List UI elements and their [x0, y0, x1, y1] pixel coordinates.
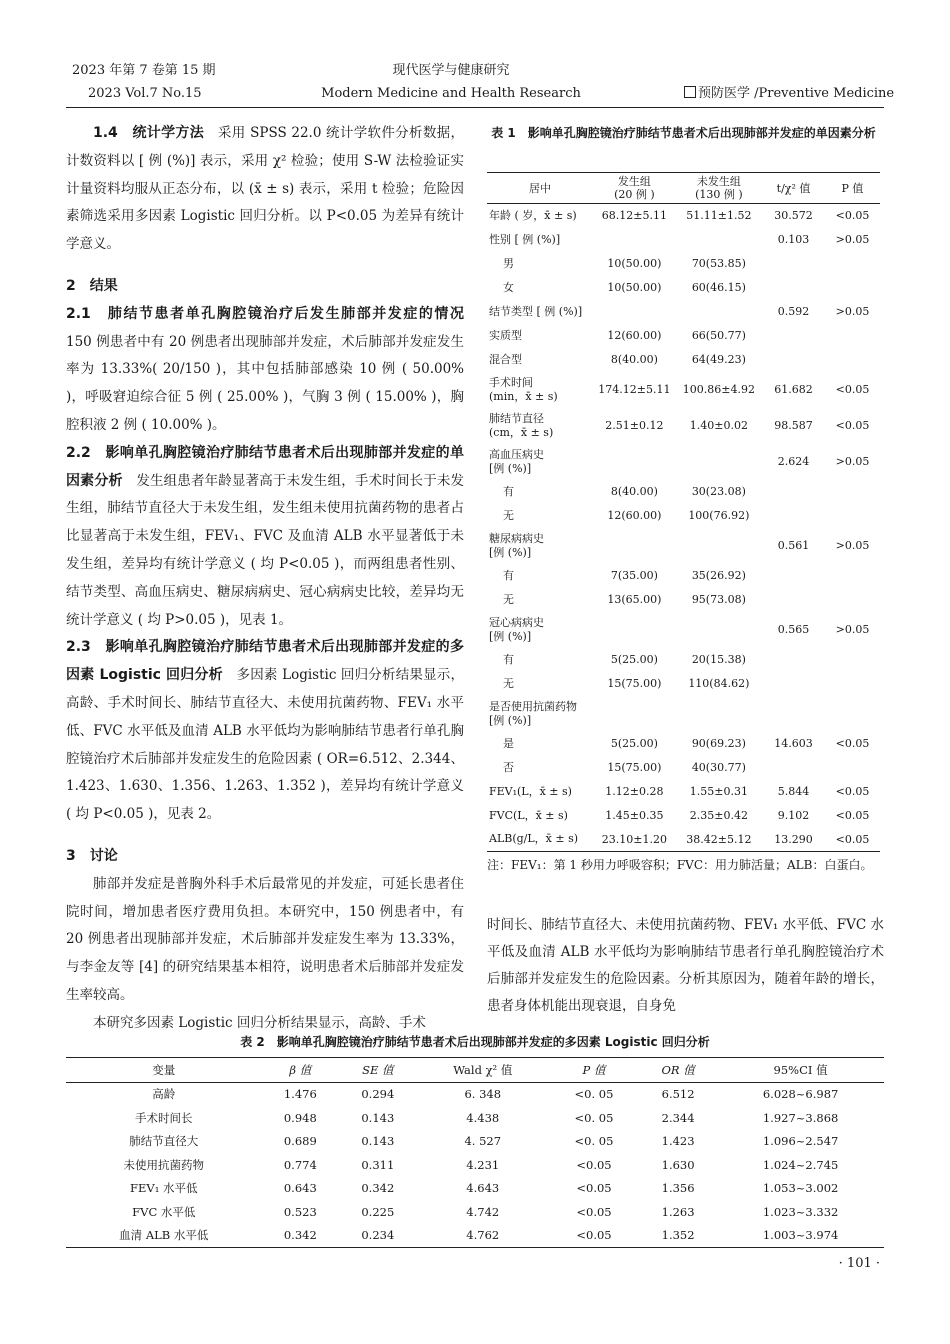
table1-cell	[676, 612, 762, 648]
table1-cell: 有	[503, 652, 514, 666]
table1-cell: <0.05	[835, 809, 870, 822]
table1-row	[487, 276, 880, 300]
table2-cell: <0.05	[576, 1157, 612, 1172]
table1-cell: 糖尿病病史 [例 (%)]	[489, 531, 544, 559]
table1-cell	[676, 444, 762, 480]
issue-en: 2023 Vol.7 No.15	[88, 86, 202, 101]
table2-cell: 未使用抗菌药物	[123, 1157, 205, 1172]
table1-cell: 15(75.00)	[607, 677, 662, 690]
table1-cell: >0.05	[835, 305, 870, 318]
table1-cell	[762, 756, 825, 780]
discussion-paragraph-2: 本研究多因素 Logistic 回归分析结果显示，高龄、手术	[93, 1014, 426, 1031]
table2-cell: 0.143	[361, 1110, 395, 1125]
table1-cell	[676, 528, 762, 564]
table1-cell: 30(23.08)	[691, 485, 746, 498]
table1-cell	[676, 696, 762, 732]
table1-cell: 结节类型 [ 例 (%)]	[489, 304, 583, 318]
table2-caption: 表 2 影响单孔胸腔镜治疗肺结节患者术后出现肺部并发症的多因素 Logistic 回归分析	[240, 1035, 710, 1049]
table2-cell: <0.05	[576, 1204, 612, 1219]
table1-cell: 2.624	[777, 455, 810, 468]
table1-cell	[762, 672, 825, 696]
table1-cell: ALB(g/L，x̄ ± s)	[489, 832, 579, 846]
table1-cell: 61.682	[774, 383, 813, 396]
table1-cell: 12(60.00)	[607, 509, 662, 522]
table1-cell: 14.603	[774, 737, 813, 750]
table1-cell: <0.05	[835, 383, 870, 396]
table1-row	[487, 504, 880, 528]
table1-cell	[825, 696, 880, 732]
table2-cell: 4.643	[466, 1181, 500, 1196]
section-2-3-text: 多因素 Logistic 回归分析结果显示，高龄、手术时间长、肺结节直径大、未使用抗菌药物、FEV₁ 水平低、FVC 水平低及血清 ALB 水平低均为影响肺结节患者行单孔胸腔镜治疗术后肺部并发症发生的危险因素 ( OR=6.512、2.344、1.423、1.630、1.356、1.263、1.352 )，差异均有统计学意义 ( 均 P<0.05 )，见表 2。	[66, 667, 464, 823]
table2-cell: 1.423	[661, 1134, 695, 1149]
table1-cell	[762, 564, 825, 588]
table2-cell: 1.263	[661, 1204, 695, 1219]
table1-cell	[593, 300, 676, 324]
table1-cell: >0.05	[835, 233, 870, 246]
table1-row	[487, 444, 880, 480]
table1-cell	[593, 612, 676, 648]
table1-cell: >0.05	[835, 539, 870, 552]
table1-cell	[825, 672, 880, 696]
table1-cell	[593, 444, 676, 480]
table2-cell: 0.774	[283, 1157, 317, 1172]
table1-row	[487, 372, 880, 408]
table1-cell: 70(53.85)	[691, 257, 746, 270]
table1-cell: 是	[503, 736, 514, 750]
table2-cell: FEV₁ 水平低	[130, 1181, 198, 1196]
table1-row	[487, 732, 880, 756]
table2-row	[66, 1224, 884, 1248]
table1-cell	[825, 648, 880, 672]
table2-cell: 0.234	[361, 1228, 395, 1243]
table1-cell: FEV₁(L，x̄ ± s)	[489, 784, 572, 798]
table1-cell: 冠心病病史 [例 (%)]	[489, 615, 544, 643]
table2-cell: 0.143	[361, 1134, 395, 1149]
table1-row	[487, 804, 880, 828]
table1-row	[487, 252, 880, 276]
table1-row	[487, 756, 880, 780]
table1-cell: 1.45±0.35	[605, 809, 664, 822]
table2-cell: 手术时间长	[135, 1110, 193, 1125]
table1-cell: 174.12±5.11	[598, 383, 671, 396]
table2-cell: 6. 348	[464, 1087, 502, 1102]
table1-row	[487, 204, 880, 228]
section-1-4-title: 1.4 统计学方法	[93, 125, 205, 141]
table2-cell: 血清 ALB 水平低	[119, 1228, 209, 1243]
table1-note: 注：FEV₁：第 1 秒用力呼吸容积；FVC：用力肺活量；ALB：白蛋白。	[487, 858, 873, 872]
table1-row	[487, 564, 880, 588]
table1-cell	[825, 252, 880, 276]
table1-row	[487, 648, 880, 672]
table1-cell: 0.592	[777, 305, 810, 318]
table2-cell: 1.053~3.002	[762, 1181, 839, 1196]
table1-cell: <0.05	[835, 209, 870, 223]
table1-cell: 0.103	[777, 233, 810, 246]
table1-cell: 无	[503, 676, 514, 690]
table1-cell: 1.12±0.28	[605, 785, 664, 798]
table1-cell: 66(50.77)	[691, 329, 746, 342]
table2-cell: 1.352	[661, 1228, 695, 1243]
table1-cell: 13(65.00)	[607, 593, 662, 606]
section-label	[684, 86, 894, 102]
table2-cell: 高龄	[152, 1087, 176, 1102]
section-2-1-text: 150 例患者中有 20 例患者出现肺部并发症，术后肺部并发症发生率为 13.33%( 20/150 )，其中包括肺部感染 10 例 ( 50.00% )，呼吸窘迫综合征 5 例 ( 25.00% )，气胸 3 例 ( 15.00% )，胸腔积液 2 例 ( 10.00% )。	[66, 333, 464, 433]
right-column-text: 时间长、肺结节直径大、未使用抗菌药物、FEV₁ 水平低、FVC 水平低及血清 ALB 水平低均为影响肺结节患者行单孔胸腔镜治疗术后肺部并发症发生的危险因素。分析其原因为，随着年龄的增长，患者身体机能出现衰退，自身免	[487, 917, 884, 1014]
table2-cell: 肺结节直径大	[129, 1134, 199, 1149]
table2-cell: 4.438	[466, 1110, 500, 1125]
table1-cell: 8(40.00)	[610, 485, 658, 498]
table2-row	[66, 1153, 884, 1177]
table1-cell	[825, 504, 880, 528]
table1-row	[487, 780, 880, 804]
table1-cell: 35(26.92)	[691, 569, 746, 582]
table1-cell: <0.05	[835, 832, 870, 846]
table1-cell	[762, 480, 825, 504]
table1-cell: 38.42±5.12	[686, 832, 752, 846]
table1	[487, 172, 880, 852]
table1-cell: 0.565	[777, 623, 810, 636]
table1-row	[487, 828, 880, 852]
table2-cell: 6.512	[661, 1087, 695, 1102]
table1-header: t/χ² 值	[776, 181, 811, 195]
table1-cell: 男	[503, 256, 514, 270]
table1-cell	[825, 324, 880, 348]
table1-cell	[825, 756, 880, 780]
table1-cell: 100.86±4.92	[682, 383, 755, 396]
section-2-2-title: 2.2 影响单孔胸腔镜治疗肺结节患者术后出现肺部并发症的单因素分析	[66, 444, 464, 489]
header-rule	[66, 107, 884, 108]
table1-cell	[825, 480, 880, 504]
table2-cell: <0. 05	[574, 1110, 614, 1125]
table1-cell: 1.40±0.02	[689, 419, 748, 432]
table2-cell: 1.630	[661, 1157, 695, 1172]
table2-cell: 4.762	[466, 1228, 500, 1243]
table1-cell: 10(50.00)	[607, 257, 662, 270]
table1-header: P 值	[841, 181, 864, 195]
table2-cell: <0.05	[576, 1228, 612, 1243]
table2-row	[66, 1177, 884, 1201]
table1-cell: FVC(L，x̄ ± s)	[489, 808, 568, 822]
table2-header: β 值	[289, 1062, 312, 1077]
table2-cell: 0.523	[283, 1204, 317, 1219]
table1-cell: >0.05	[835, 455, 870, 468]
table1-cell: 年龄 ( 岁，x̄ ± s)	[489, 208, 577, 222]
table1-cell: 性别 [ 例 (%)]	[489, 232, 561, 246]
table2-cell: 1.096~2.547	[762, 1134, 839, 1149]
table1-row	[487, 672, 880, 696]
table2-header: OR 值	[661, 1062, 695, 1077]
table1-header: 未发生组 (130 例 )	[695, 175, 743, 201]
table1-cell: 手术时间 (min，x̄ ± s)	[489, 375, 558, 403]
table1-cell: 30.572	[774, 209, 813, 223]
table1-cell: 40(30.77)	[691, 761, 746, 774]
table1-cell: 64(49.23)	[691, 353, 746, 366]
table2-cell: 1.927~3.868	[762, 1110, 839, 1125]
table1-cell: 7(35.00)	[610, 569, 658, 582]
table2-row	[66, 1082, 884, 1106]
table1-row	[487, 480, 880, 504]
table2-header: Wald χ² 值	[453, 1062, 513, 1077]
left-column	[66, 120, 464, 1038]
table1-cell: 2.51±0.12	[605, 419, 664, 432]
table2	[66, 1057, 884, 1248]
table1-cell: 5(25.00)	[610, 737, 658, 750]
table2-cell: 0.643	[283, 1181, 317, 1196]
table1-header: 发生组 (20 例 )	[614, 175, 655, 201]
table1-row	[487, 300, 880, 324]
table2-header: P 值	[582, 1062, 606, 1077]
table2-header: 变量	[152, 1062, 176, 1077]
table1-cell: 肺结节直径 (cm，x̄ ± s)	[489, 411, 554, 439]
discussion-paragraph-1: 肺部并发症是普胸外科手术后最常见的并发症，可延长患者住院时间，增加患者医疗费用负担。本研究中，150 例患者中，有 20 例患者出现肺部并发症，术后肺部并发症发生率为 13.33%，与李金友等 [4] 的研究结果基本相符，说明患者术后肺部并发症发生率较高。	[66, 875, 464, 1003]
table2-cell: 4. 527	[464, 1134, 502, 1149]
section-3-title: 3 讨论	[66, 847, 118, 864]
table1-cell	[762, 588, 825, 612]
section-1-4-text: 采用 SPSS 22.0 统计学软件分析数据，计数资料以 [ 例 (%)] 表示，采用 χ² 检验；使用 S-W 法检验证实计量资料均服从正态分布，以 (x̄ ± s) 表示，采用 t 检验；危险因素筛选采用多因素 Logistic 回归分析。以 P<0.05 为差异有统计学意义。	[66, 125, 464, 253]
table1-row	[487, 348, 880, 372]
table2-cell: 1.476	[283, 1087, 317, 1102]
journal-name-en: Modern Medicine and Health Research	[321, 86, 581, 101]
table1-cell: 10(50.00)	[607, 281, 662, 294]
table1-cell: 实质型	[489, 328, 522, 342]
table1-cell: 15(75.00)	[607, 761, 662, 774]
table2-cell: 4.231	[466, 1157, 500, 1172]
table1-cell: <0.05	[835, 785, 870, 798]
table1-row	[487, 324, 880, 348]
table2-cell: 0.294	[361, 1087, 395, 1102]
table1-cell: 13.290	[774, 832, 813, 846]
table1-cell: 0.561	[777, 539, 810, 552]
table1-cell: 有	[503, 484, 514, 498]
table2-cell: <0.05	[576, 1181, 612, 1196]
table1-row	[487, 612, 880, 648]
table1-cell	[762, 348, 825, 372]
table1-cell: 98.587	[774, 419, 813, 432]
table2-cell: 4.742	[466, 1204, 500, 1219]
table1-cell	[593, 228, 676, 252]
section-2-1-title: 2.1 肺结节患者单孔胸腔镜治疗后发生肺部并发症的情况	[66, 305, 464, 322]
table1-cell: 混合型	[489, 352, 522, 366]
table1-cell: >0.05	[835, 623, 870, 636]
table1-header: 居中	[529, 181, 552, 195]
table1-caption: 表 1 影响单孔胸腔镜治疗肺结节患者术后出现肺部并发症的单因素分析	[491, 126, 876, 140]
table2-cell: 0.948	[283, 1110, 317, 1125]
table2-cell: 2.344	[661, 1110, 695, 1125]
table2-cell: 1.356	[661, 1181, 695, 1196]
table1-cell	[825, 348, 880, 372]
table1-cell: 5(25.00)	[610, 653, 658, 666]
table1-cell	[762, 276, 825, 300]
issue-cn: 2023 年第 7 卷第 15 期	[72, 63, 216, 78]
table1-cell: 110(84.62)	[688, 677, 750, 690]
table2-cell: 1.023~3.332	[762, 1204, 839, 1219]
table2-cell: 0.311	[361, 1157, 395, 1172]
table2-cell: <0. 05	[574, 1087, 614, 1102]
table1-cell: 23.10±1.20	[601, 832, 667, 846]
table1-cell	[762, 504, 825, 528]
table1-cell: 60(46.15)	[691, 281, 746, 294]
table1-cell: 1.55±0.31	[689, 785, 748, 798]
table1-row	[487, 228, 880, 252]
table1-cell: 无	[503, 592, 514, 606]
table1-cell: 否	[503, 760, 514, 774]
page-number: · 101 ·	[838, 1256, 880, 1271]
table1-row	[487, 696, 880, 732]
table1-cell: 有	[503, 568, 514, 582]
table2-cell: 0.342	[361, 1181, 395, 1196]
table1-cell: 8(40.00)	[610, 353, 658, 366]
table1-cell: 是否使用抗菌药物 [例 (%)]	[489, 699, 577, 727]
table1-cell: <0.05	[835, 737, 870, 750]
table1-cell: 90(69.23)	[691, 737, 746, 750]
table1-cell: 高血压病史 [例 (%)]	[489, 447, 544, 475]
table2-cell: 1.003~3.974	[762, 1228, 839, 1243]
table1-cell: 68.12±5.11	[601, 209, 667, 223]
table2-cell: FVC 水平低	[132, 1204, 196, 1219]
table1-cell	[593, 528, 676, 564]
table1-cell	[825, 276, 880, 300]
section-2-title: 2 结果	[66, 277, 118, 294]
table1-cell: 无	[503, 508, 514, 522]
table1-cell: 20(15.38)	[691, 653, 746, 666]
square-icon	[684, 86, 696, 98]
table1-cell: 100(76.92)	[688, 509, 750, 522]
section-2-3-title: 2.3 影响单孔胸腔镜治疗肺结节患者术后出现肺部并发症的多因素 Logistic 回归分析	[66, 639, 464, 684]
table1-cell	[762, 252, 825, 276]
table2-cell: 0.225	[361, 1204, 395, 1219]
table1-cell	[676, 228, 762, 252]
table2-cell: 0.689	[283, 1134, 317, 1149]
table1-cell	[825, 564, 880, 588]
table2-header: SE 值	[362, 1062, 394, 1077]
table1-cell	[676, 300, 762, 324]
table2-cell: <0. 05	[574, 1134, 614, 1149]
table2-row	[66, 1106, 884, 1130]
table1-row	[487, 588, 880, 612]
table2-cell: 6.028~6.987	[762, 1087, 839, 1102]
table1-row	[487, 408, 880, 444]
section-2-2-text: 发生组患者年龄显著高于未发生组，手术时间长于未发生组，肺结节直径大于未发生组，发生组未使用抗菌药物的患者占比显著高于未发生组，FEV₁、FVC 及血清 ALB 水平显著低于未发生组，差异均有统计学意义 ( 均 P<0.05 )，而两组患者性别、结节类型、高血压病史、糖尿病病史、冠心病病史比较，差异均无统计学意义 ( 均 P>0.05 )，见表 1。	[66, 472, 465, 628]
table1-cell: 51.11±1.52	[686, 209, 752, 223]
table1-cell: 女	[503, 280, 514, 294]
table2-cell: 0.342	[283, 1228, 317, 1243]
table1-cell: 9.102	[777, 809, 810, 822]
section-1-4	[66, 120, 464, 259]
table1-cell: <0.05	[835, 419, 870, 432]
table1-cell: 12(60.00)	[607, 329, 662, 342]
table1-cell	[593, 696, 676, 732]
journal-name-cn: 现代医学与健康研究	[392, 63, 510, 78]
table2-cell: 1.024~2.745	[762, 1157, 839, 1172]
table2-header: 95%CI 值	[773, 1062, 828, 1077]
table1-cell	[762, 324, 825, 348]
table2-row	[66, 1130, 884, 1154]
section-text: 预防医学 /Preventive Medicine	[698, 86, 895, 101]
table1-cell: 5.844	[777, 785, 810, 798]
table1-row	[487, 528, 880, 564]
table2-row	[66, 1200, 884, 1224]
table1-cell	[762, 648, 825, 672]
table1-cell	[825, 588, 880, 612]
table1-cell: 95(73.08)	[691, 593, 746, 606]
table1-cell: 2.35±0.42	[689, 809, 748, 822]
table1-cell	[762, 696, 825, 732]
